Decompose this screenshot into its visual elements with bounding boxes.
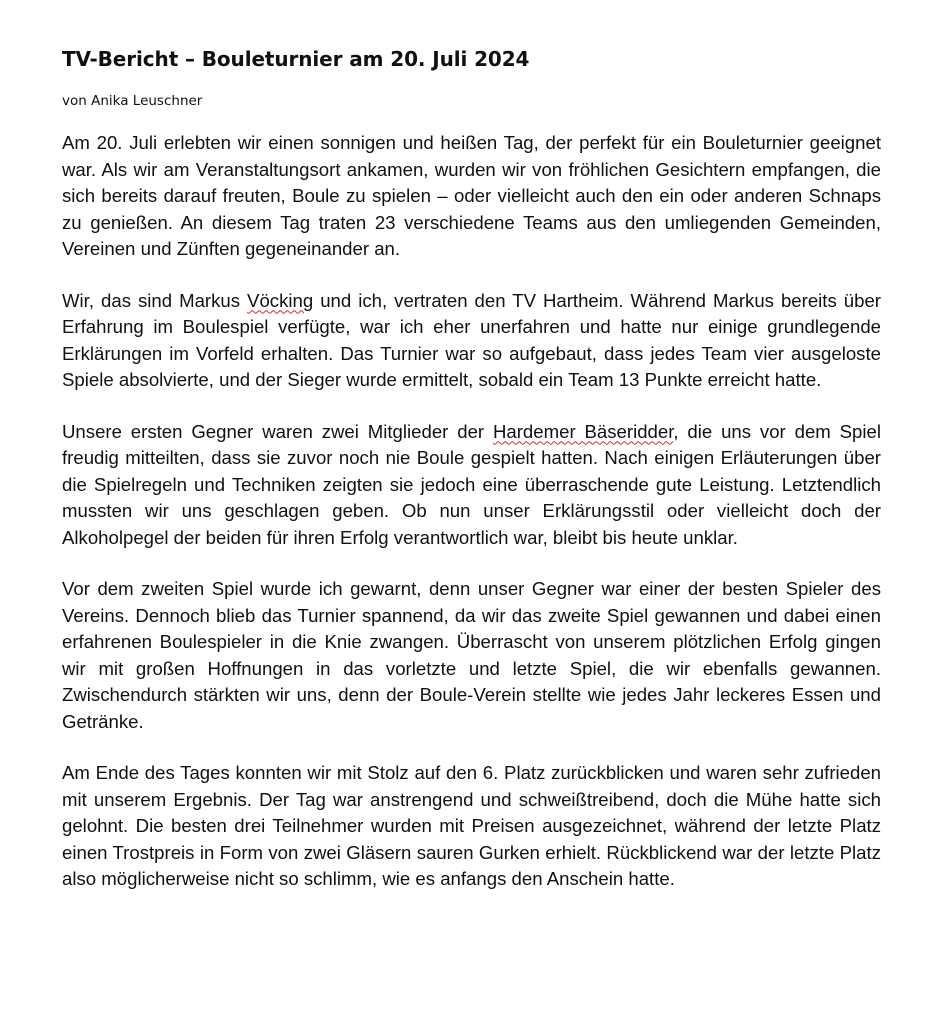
paragraph-3-text-start: Unsere ersten Gegner waren zwei Mitglieder der — [62, 420, 493, 442]
document-title: TV-Bericht – Bouleturnier am 20. Juli 2024 — [62, 47, 530, 71]
author-line: von Anika Leuschner — [62, 93, 203, 109]
document-page — [62, 44, 881, 893]
paragraph-5 — [62, 760, 881, 893]
paragraph-2-text-start: Wir, das sind Markus — [62, 289, 248, 311]
document-body — [62, 130, 881, 893]
paragraph-3 — [62, 419, 881, 552]
paragraph-5-text: Am Ende des Tages konnten wir mit Stolz auf den 6. Platz zurückblicken und waren sehr zufrieden mit unserem Ergebnis. Der Tag war anstrengend und schweißtreibend, doch die Mühe hatte sich gelohnt. Die besten drei Teilnehmer wurden mit Preisen ausgezeichnet, während der letzte Platz einen Trostpreis in Form von zwei Gläsern sauren Gurken erhielt. Rückblickend war der letzte Platz also möglicherweise nicht so schlimm, wie es anfangs den Anschein hatte. — [62, 762, 881, 889]
misspelled-word-hardemer-baeseridder[interactable]: Hardemer Bäseridder — [492, 420, 674, 442]
paragraph-4 — [62, 576, 881, 735]
paragraph-1 — [62, 130, 881, 263]
paragraph-2 — [62, 288, 881, 394]
paragraph-3-text-end: , die uns vor dem Spiel freudig mitteilten, dass sie zuvor noch nie Boule gespielt hatten. Nach einigen Erläuterungen über die Spielregeln und Techniken zeigten sie jedoch eine überraschende gute Leistung. Letztendlich mussten wir uns geschlagen geben. Ob nun unser Erklärungsstil oder vielleicht doch der Alkoholpegel der beiden für ihren Erfolg verantwortlich war, bleibt bis heute unklar. — [62, 420, 881, 548]
paragraph-2-text-end: und ich, vertraten den TV Hartheim. Während Markus bereits über Erfahrung im Boulespiel verfügte, war ich eher unerfahren und hatte nur einige grundlegende Erklärungen im Vorfeld erhalten. Das Turnier war so aufgebaut, dass jedes Team vier ausgeloste Spiele absolvierte, und der Sieger wurde ermittelt, sobald ein Team 13 Punkte erreicht hatte. — [62, 289, 881, 390]
paragraph-1-text: Am 20. Juli erlebten wir einen sonnigen und heißen Tag, der perfekt für ein Bouleturnier geeignet war. Als wir am Veranstaltungsort ankamen, wurden wir von fröhlichen Gesichtern empfangen, die sich bereits darauf freuten, Boule zu spielen – oder vielleicht auch den ein oder anderen Schnaps zu genießen. An diesem Tag traten 23 verschiedene Teams aus den umliegenden Gemeinden, Vereinen und Zünften gegeneinander an. — [62, 132, 881, 259]
misspelled-word-voecking[interactable]: Vöcking — [247, 289, 314, 311]
paragraph-4-text: Vor dem zweiten Spiel wurde ich gewarnt, denn unser Gegner war einer der besten Spieler des Vereins. Dennoch blieb das Turnier spannend, da wir das zweite Spiel gewannen und dabei einen erfahrenen Boulespieler in die Knie zwangen. Überrascht von unserem plötzlichen Erfolg gingen wir mit großen Hoffnungen in das vorletzte und letzte Spiel, die wir ebenfalls gewannen. Zwischendurch stärkten wir uns, denn der Boule-Verein stellte wie jedes Jahr leckeres Essen und Getränke. — [62, 578, 881, 732]
